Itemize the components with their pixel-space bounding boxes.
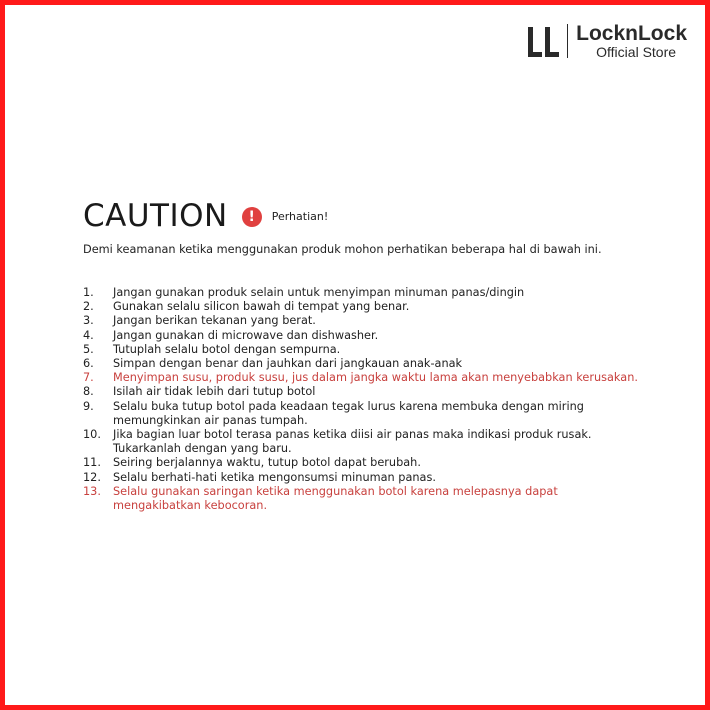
item-text: Selalu gunakan saringan ketika menggunakan botol karena melepasnya dapat: [113, 484, 558, 498]
item-number: 11.: [83, 456, 101, 470]
brand-text: [576, 23, 687, 60]
caution-heading: [83, 198, 329, 234]
list-item-highlight: [83, 371, 663, 385]
list-item: [83, 357, 663, 371]
item-number: 7.: [83, 371, 94, 385]
list-item-highlight: [83, 485, 663, 499]
caution-title: CAUTION: [83, 198, 228, 234]
list-item-continuation: [83, 499, 663, 513]
item-text: mengakibatkan kebocoran.: [113, 499, 268, 513]
list-item: [83, 385, 663, 399]
item-number: 6.: [83, 357, 94, 371]
item-number: 5.: [83, 342, 94, 356]
item-text: memungkinkan air panas tumpah.: [113, 413, 308, 427]
list-item: [83, 471, 663, 485]
caution-subtitle: Perhatian!: [271, 210, 329, 223]
list-item: [83, 314, 663, 328]
item-text: Jangan berikan tekanan yang berat.: [113, 314, 316, 328]
item-text: Simpan dengan benar dan jauhkan dari jangkauan anak-anak: [113, 357, 463, 371]
list-item: [83, 456, 663, 470]
item-number: 12.: [83, 470, 101, 484]
item-number: 9.: [83, 399, 94, 413]
list-item: [83, 343, 663, 357]
list-item: [83, 400, 663, 414]
item-text: Gunakan selalu silicon bawah di tempat yang benar.: [113, 300, 410, 314]
list-item: [83, 329, 663, 343]
ll-logo-icon: [528, 25, 559, 57]
item-text: Jangan gunakan di microwave dan dishwasher.: [113, 328, 379, 342]
caution-list: [83, 286, 663, 513]
brand-divider: [567, 24, 568, 58]
item-text: Jika bagian luar botol terasa panas ketika diisi air panas maka indikasi produk rusak.: [113, 428, 592, 442]
item-text: Jangan gunakan produk selain untuk menyimpan minuman panas/dingin: [113, 286, 525, 299]
item-number: 13.: [83, 484, 101, 498]
item-number: 4.: [83, 328, 94, 342]
exclamation-icon: !: [242, 207, 262, 227]
item-number: 2.: [83, 300, 94, 314]
item-text: Selalu berhati-hati ketika mengonsumsi minuman panas.: [113, 470, 436, 484]
logo-letter-l: [545, 27, 559, 57]
list-item: [83, 428, 663, 442]
item-number: 10.: [83, 428, 101, 442]
brand-name: LocknLock: [576, 22, 687, 45]
item-text: Selalu buka tutup botol pada keadaan tegak lurus karena membuka dengan miring: [113, 399, 584, 413]
list-item: [83, 286, 663, 300]
brand-subtitle: Official Store: [596, 44, 677, 61]
item-text: Isilah air tidak lebih dari tutup botol: [113, 385, 316, 399]
item-number: 3.: [83, 314, 94, 328]
item-text: Tutuplah selalu botol dengan sempurna.: [113, 342, 341, 356]
item-text: Menyimpan susu, produk susu, jus dalam jangka waktu lama akan menyebabkan kerusakan.: [113, 371, 638, 385]
item-text: Seiring berjalannya waktu, tutup botol dapat berubah.: [113, 456, 421, 470]
logo-letter-l: [528, 27, 542, 57]
caution-intro: Demi keamanan ketika menggunakan produk mohon perhatikan beberapa hal di bawah ini.: [83, 243, 602, 256]
item-number: 1.: [83, 286, 94, 299]
item-number: 8.: [83, 385, 94, 399]
item-text: Tukarkanlah dengan yang baru.: [113, 442, 292, 456]
list-item-continuation: [83, 414, 663, 428]
list-item: [83, 300, 663, 314]
brand-logo: [528, 23, 687, 60]
list-item-continuation: [83, 442, 663, 456]
